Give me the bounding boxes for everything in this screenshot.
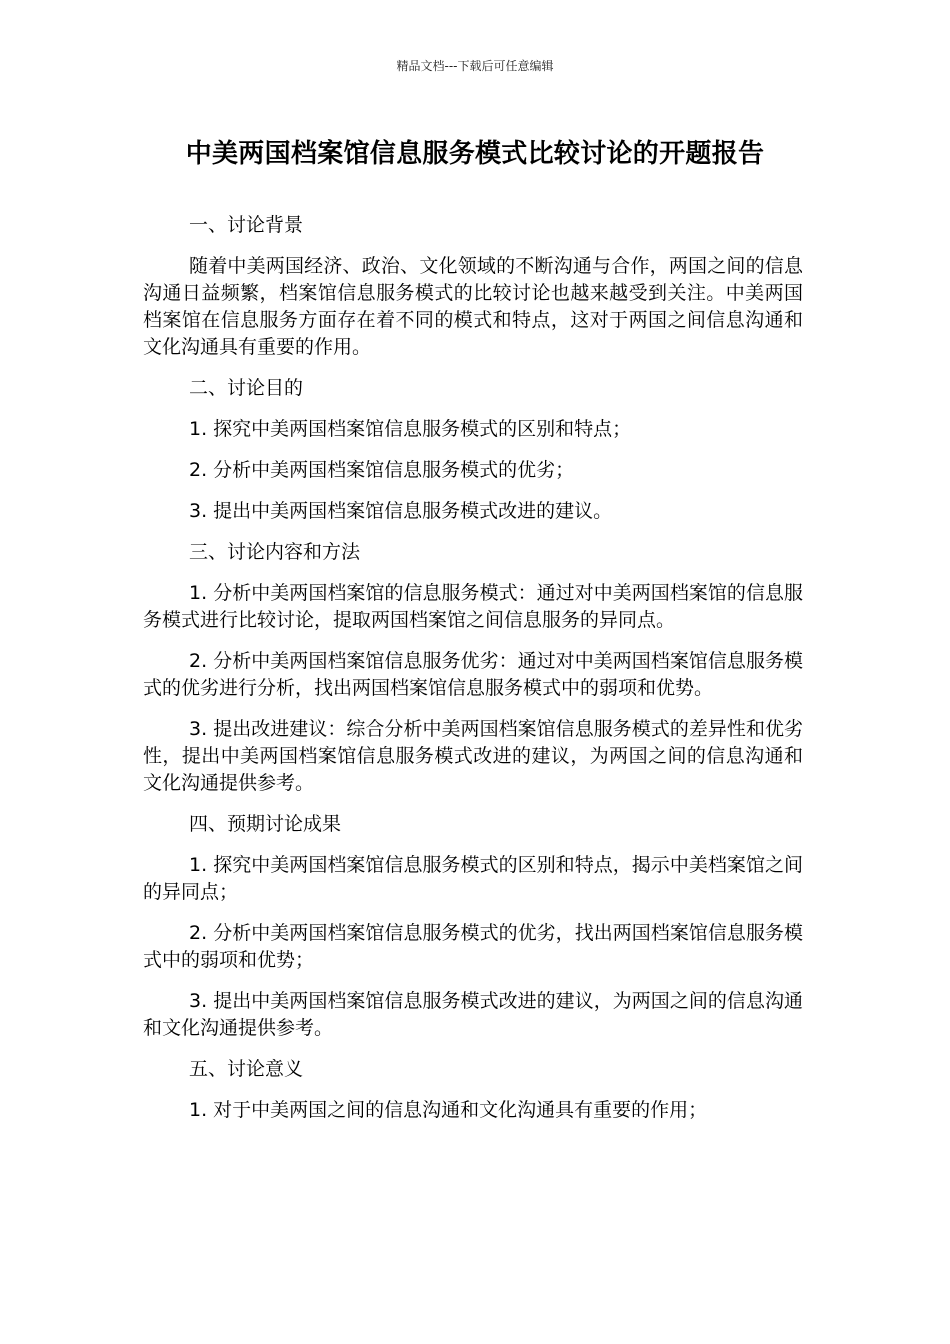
section-heading-significance: 五、讨论意义 <box>189 1058 304 1080</box>
significance-item-1: 1. 对于中美两国之间的信息沟通和文化沟通具有重要的作用； <box>189 1099 708 1121</box>
content-item-1: 1. 分析中美两国档案馆的信息服务模式：通过对中美两国档案馆的信息服务模式进行比较讨论，提取两国档案馆之间信息服务的异同点。 <box>143 582 803 631</box>
result-item-3: 3. 提出中美两国档案馆信息服务模式改进的建议，为两国之间的信息沟通和文化沟通提供参考。 <box>143 990 803 1039</box>
purpose-item-3: 3. 提出中美两国档案馆信息服务模式改进的建议。 <box>189 500 613 522</box>
result-item-1: 1. 探究中美两国档案馆信息服务模式的区别和特点，揭示中美档案馆之间的异同点； <box>143 854 803 903</box>
section-heading-background: 一、讨论背景 <box>189 214 304 236</box>
purpose-item-1: 1. 探究中美两国档案馆信息服务模式的区别和特点； <box>189 418 632 440</box>
purpose-item-2: 2. 分析中美两国档案馆信息服务模式的优劣； <box>189 459 575 481</box>
content-item-2: 2. 分析中美两国档案馆信息服务优劣：通过对中美两国档案馆信息服务模式的优劣进行分析，找出两国档案馆信息服务模式中的弱项和优势。 <box>143 650 803 699</box>
section-heading-purpose: 二、讨论目的 <box>189 377 304 399</box>
result-item-2: 2. 分析中美两国档案馆信息服务模式的优劣，找出两国档案馆信息服务模式中的弱项和优势； <box>143 922 803 971</box>
document-title: 中美两国档案馆信息服务模式比较讨论的开题报告 <box>185 139 765 169</box>
section-heading-content-methods: 三、讨论内容和方法 <box>189 541 361 563</box>
header-note: 精品文档---下载后可任意编辑 <box>396 59 554 73</box>
section-heading-expected-results: 四、预期讨论成果 <box>189 813 342 835</box>
document-body <box>143 212 803 1138</box>
paragraph-background: 随着中美两国经济、政治、文化领域的不断沟通与合作，两国之间的信息沟通日益频繁，档案馆信息服务模式的比较讨论也越来越受到关注。中美两国档案馆在信息服务方面存在着不同的模式和特点，这对于两国之间信息沟通和文化沟通具有重要的作用。 <box>143 255 803 358</box>
content-item-3: 3. 提出改进建议：综合分析中美两国档案馆信息服务模式的差异性和优劣性，提出中美两国档案馆信息服务模式改进的建议，为两国之间的信息沟通和文化沟通提供参考。 <box>143 718 803 794</box>
